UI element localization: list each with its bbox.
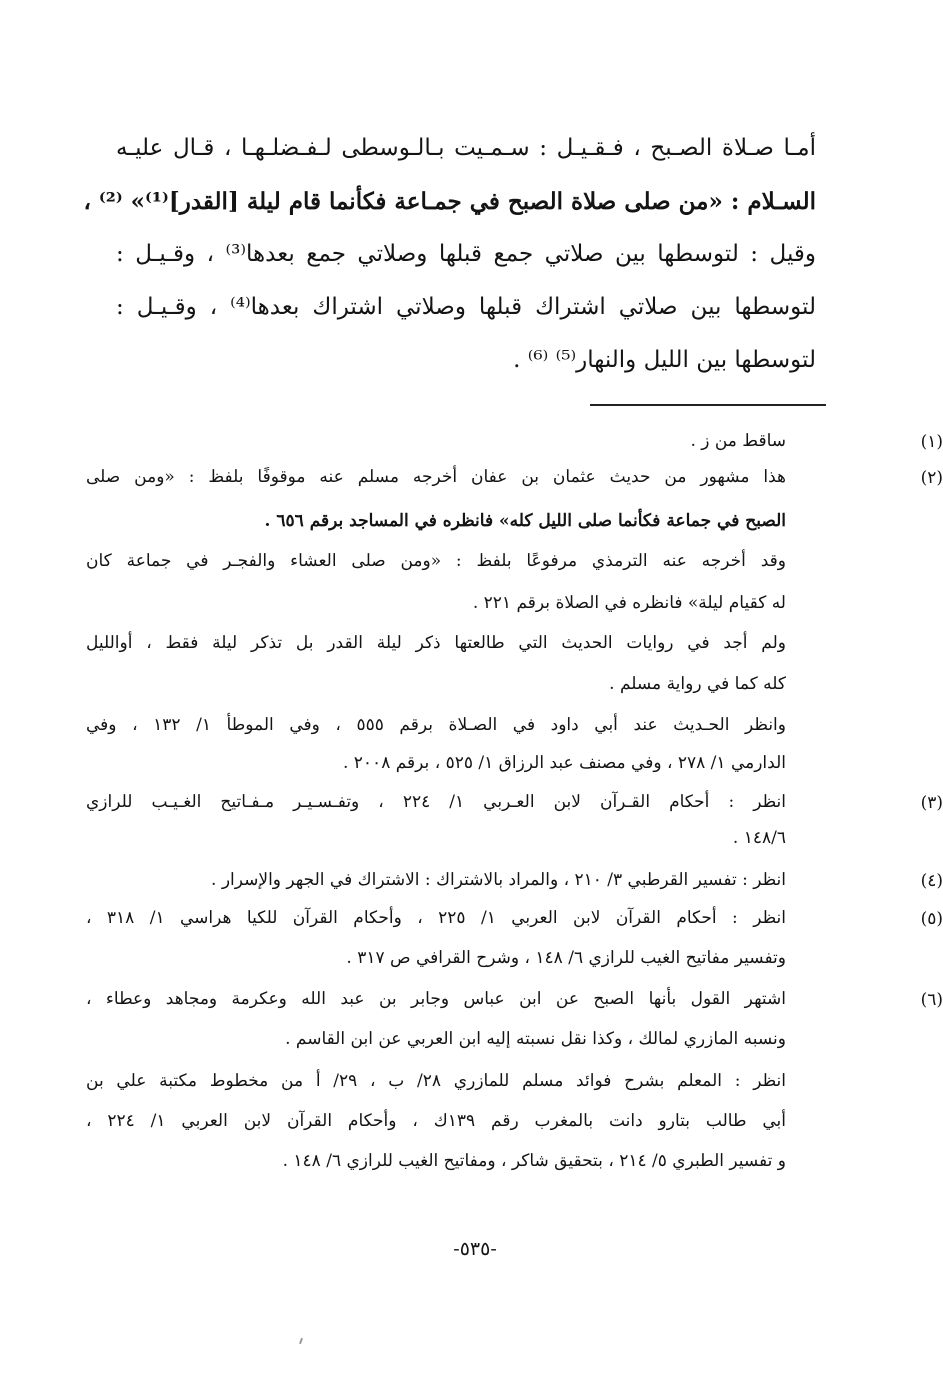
main-line-1: أمـا صـلاة الصـبح ، فـقـيـل : سـمـيت بـالـوسطى لـفـضلـهـا ، قـال عليـه xyxy=(116,135,816,161)
footnote-line: ساقط من ز . xyxy=(690,431,786,451)
footnote-line: أبي طالب بتارو دانت بالمغرب رقم ١٣٩ك ، وأحكام القرآن لابن العربي ١/ ٢٢٤ ، xyxy=(86,1111,786,1131)
footnote-line: وانظر الحـديث عند أبي داود في الصـلاة برقم ٥٥٥ ، وفي الموطأ ١/ ١٣٢ ، وفي xyxy=(86,715,786,735)
footnote-number: (١) xyxy=(920,432,943,452)
main-line-3: وقيل : لتوسطها بين صلاتي جمع قبلها وصلاتي جمع بعدها⁽³⁾ ، وقـيـل : xyxy=(116,241,816,267)
footnote-number: (٢) xyxy=(920,468,943,488)
footnote-line: ونسبه المازري لمالك ، وكذا نقل نسبته إليه ابن العربي عن ابن القاسم . xyxy=(285,1029,786,1049)
footnote-number: (٣) xyxy=(920,793,943,813)
page-number: -٥٣٥- xyxy=(453,1238,497,1260)
scan-speck xyxy=(299,1338,303,1344)
footnote-line: الدارمي ١/ ٢٧٨ ، وفي مصنف عبد الرزاق ١/ ٥٢٥ ، برقم ٢٠٠٨ . xyxy=(342,753,786,773)
main-line-4: لتوسطها بين صلاتي اشتراك قبلها وصلاتي اشتراك بعدها⁽⁴⁾ ، وقـيـل : xyxy=(116,294,816,320)
footnote-line: و تفسير الطبري ٥/ ٢١٤ ، بتحقيق شاكر ، ومفاتيح الغيب للرازي ٦/ ١٤٨ . xyxy=(282,1151,786,1171)
footnote-number: (٥) xyxy=(920,909,943,929)
main-paragraph xyxy=(83,122,816,387)
footnote-line: ١٤٨/٦ . xyxy=(732,828,786,848)
footnote-line: انظر : أحكام القرآن لابن العربي ١/ ٢٢٥ ، وأحكام القرآن للكيا هراسي ١/ ٣١٨ ، xyxy=(86,908,786,928)
footnote-number: (٤) xyxy=(920,871,943,891)
footnote-line: هذا مشهور من حديث عثمان بن عفان أخرجه مسلم عنه موقوفًا بلفظ : «ومن صلى xyxy=(86,467,786,487)
footnote-line: ولم أجد في روايات الحديث التي طالعتها ذكر ليلة القدر بل تذكر ليلة فقط ، أوالليل xyxy=(86,633,786,653)
footnote-line: انظر : أحكام القـرآن لابن العـربي ١/ ٢٢٤ ، وتفـسـيـر مـفـاتيح الغـيـب للرازي xyxy=(86,792,786,812)
footnote-line: انظر : المعلم بشرح فوائد مسلم للمازري ٢٨/ ب ، ٢٩/ أ من مخطوط مكتبة علي بن xyxy=(86,1071,786,1091)
main-line-2: السـلام : «من صلى صلاة الصبح في جمـاعة فكأنما قام ليلة [القدر]⁽¹⁾» ⁽²⁾ ، xyxy=(83,188,816,215)
footnote-line: وقد أخرجه عنه الترمذي مرفوعًا بلفظ : «ومن صلى العشاء والفجـر في جماعة كان xyxy=(86,551,786,571)
footnote-line: وتفسير مفاتيح الغيب للرازي ٦/ ١٤٨ ، وشرح القرافي ص ٣١٧ . xyxy=(346,948,786,968)
footnote-separator xyxy=(590,404,826,406)
footnote-line: انظر : تفسير القرطبي ٣/ ٢١٠ ، والمراد بالاشتراك : الاشتراك في الجهر والإسرار . xyxy=(211,870,786,890)
main-line-5: لتوسطها بين الليل والنهار⁽⁵⁾ ⁽⁶⁾ . xyxy=(513,347,816,373)
footnote-line: اشتهر القول بأنها الصبح عن ابن عباس وجابر بن عبد الله وعكرمة ومجاهد وعطاء ، xyxy=(86,989,786,1009)
footnote-line: كله كما في رواية مسلم . xyxy=(609,674,786,694)
footnote-line: له كقيام ليلة» فانظره في الصلاة برقم ٢٢١ . xyxy=(472,593,786,613)
footnote-line: الصبح في جماعة فكأنما صلى الليل كله» فانظره في المساجد برقم ٦٥٦ . xyxy=(264,511,786,531)
footnote-number: (٦) xyxy=(920,990,943,1010)
